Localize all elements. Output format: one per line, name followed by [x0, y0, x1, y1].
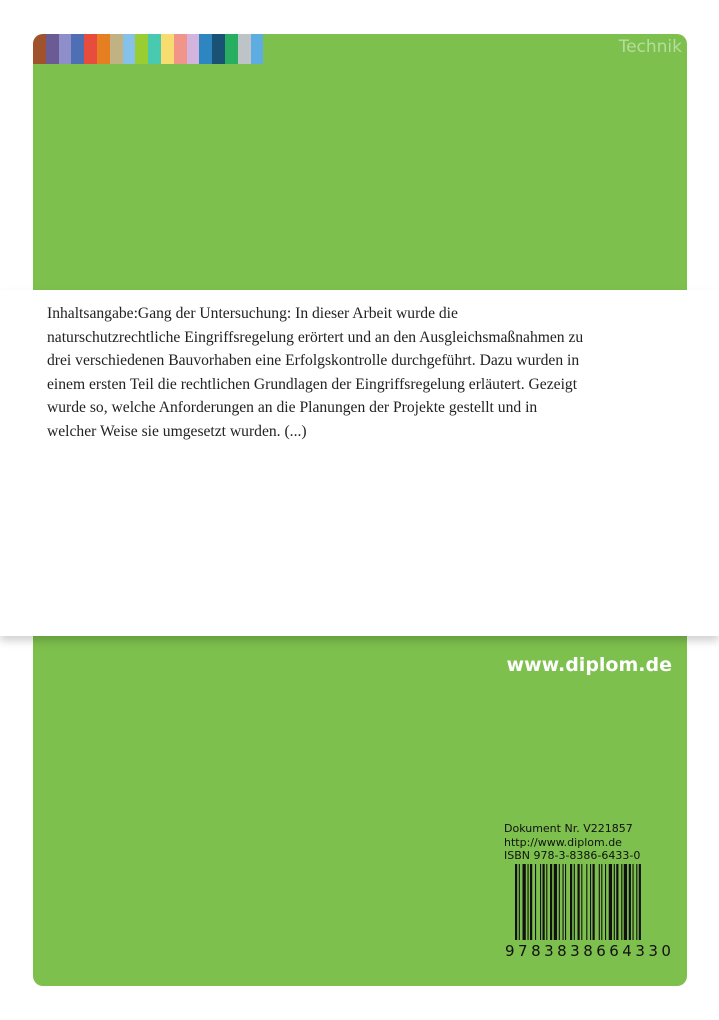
- barcode-bar: [578, 864, 580, 940]
- color-stripe: [71, 34, 84, 64]
- cover-bottom-panel: [33, 636, 687, 986]
- barcode-bar: [515, 864, 517, 940]
- publisher-website[interactable]: www.diplom.de: [506, 654, 672, 676]
- barcode-digit: 8: [583, 942, 593, 960]
- barcode-digit: 8: [531, 942, 541, 960]
- cover-top-panel: [33, 34, 687, 290]
- color-stripe: [33, 34, 46, 64]
- isbn-number: ISBN 978-3-8386-6433-0: [504, 849, 641, 862]
- barcode-bar: [574, 864, 575, 940]
- color-stripe: [199, 34, 212, 64]
- barcode-bar: [636, 864, 637, 940]
- document-info: [504, 822, 640, 863]
- isbn-barcode: [503, 864, 671, 962]
- barcode-bar: [614, 864, 615, 940]
- barcode-digit: 3: [648, 942, 658, 960]
- barcode-bar: [629, 864, 631, 940]
- color-stripe: [123, 34, 136, 64]
- barcode-bar: [570, 864, 572, 940]
- barcode-digit: 4: [622, 942, 632, 960]
- barcode-bar: [554, 864, 557, 940]
- barcode-bar: [616, 864, 618, 940]
- barcode-bar: [546, 864, 547, 940]
- color-stripe: [46, 34, 59, 64]
- barcode-bar: [519, 864, 520, 940]
- barcode-bar: [563, 864, 564, 940]
- barcode-bars: [503, 864, 671, 944]
- barcode-bar: [581, 864, 582, 940]
- abstract-text: Inhaltsangabe:Gang der Untersuchung: In dieser Arbeit wurde die naturschutzrechtliche Eingriffsregelung erörtert und an den Ausgleichsmaßnahmen zu drei verschiedenen Bauvorhaben eine Erfolgskontrolle durchgeführt. Dazu wurden in einem ersten Teil die rechtlichen Grundlagen der Eingriffsregelung erläutert. Gezeigt wurde so, welche Anforderungen an die Planungen der Projekte gestellt und in welcher Weise sie umgesetzt wurden. (...): [47, 305, 584, 440]
- barcode-digit: 3: [570, 942, 580, 960]
- barcode-bar: [590, 864, 591, 940]
- color-stripe: [225, 34, 238, 64]
- barcode-bar: [609, 864, 612, 940]
- abstract-panel: [0, 290, 719, 636]
- barcode-bar: [593, 864, 595, 940]
- barcode-digit: 3: [544, 942, 554, 960]
- barcode-digit: 0: [661, 942, 671, 960]
- barcode-bar: [605, 864, 606, 940]
- category-label: Technik: [618, 37, 682, 57]
- color-stripe: [110, 34, 123, 64]
- barcode-digit: 6: [609, 942, 619, 960]
- barcode-bar: [601, 864, 602, 940]
- color-stripe: [135, 34, 148, 64]
- barcode-bar: [550, 864, 552, 940]
- color-stripe: [251, 34, 264, 64]
- color-stripe: [97, 34, 110, 64]
- color-stripe: [174, 34, 187, 64]
- barcode-bar: [639, 864, 641, 940]
- barcode-bar: [559, 864, 560, 940]
- barcode-bar: [633, 864, 634, 940]
- color-stripe-bar: [33, 34, 263, 64]
- barcode-digit: 8: [557, 942, 567, 960]
- barcode-bar: [523, 864, 526, 940]
- document-url: http://www.diplom.de: [504, 835, 622, 849]
- document-number: Dokument Nr. V221857: [504, 822, 633, 835]
- color-stripe: [148, 34, 161, 64]
- color-stripe: [59, 34, 72, 64]
- barcode-bar: [540, 864, 541, 940]
- barcode-digit: 9: [505, 942, 515, 960]
- color-stripe: [212, 34, 225, 64]
- barcode-bar: [535, 864, 536, 940]
- color-stripe: [84, 34, 97, 64]
- barcode-bar: [565, 864, 566, 940]
- barcode-bar: [543, 864, 545, 940]
- barcode-bar: [586, 864, 587, 940]
- barcode-bar: [624, 864, 627, 940]
- color-stripe: [187, 34, 200, 64]
- barcode-digits: [505, 942, 671, 960]
- barcode-digit: 6: [596, 942, 606, 960]
- barcode-bar: [599, 864, 600, 940]
- barcode-bar: [530, 864, 532, 940]
- barcode-bar: [528, 864, 529, 940]
- color-stripe: [161, 34, 174, 64]
- barcode-digit: 3: [635, 942, 645, 960]
- barcode-digit: 7: [518, 942, 528, 960]
- barcode-bar: [621, 864, 622, 940]
- color-stripe: [238, 34, 251, 64]
